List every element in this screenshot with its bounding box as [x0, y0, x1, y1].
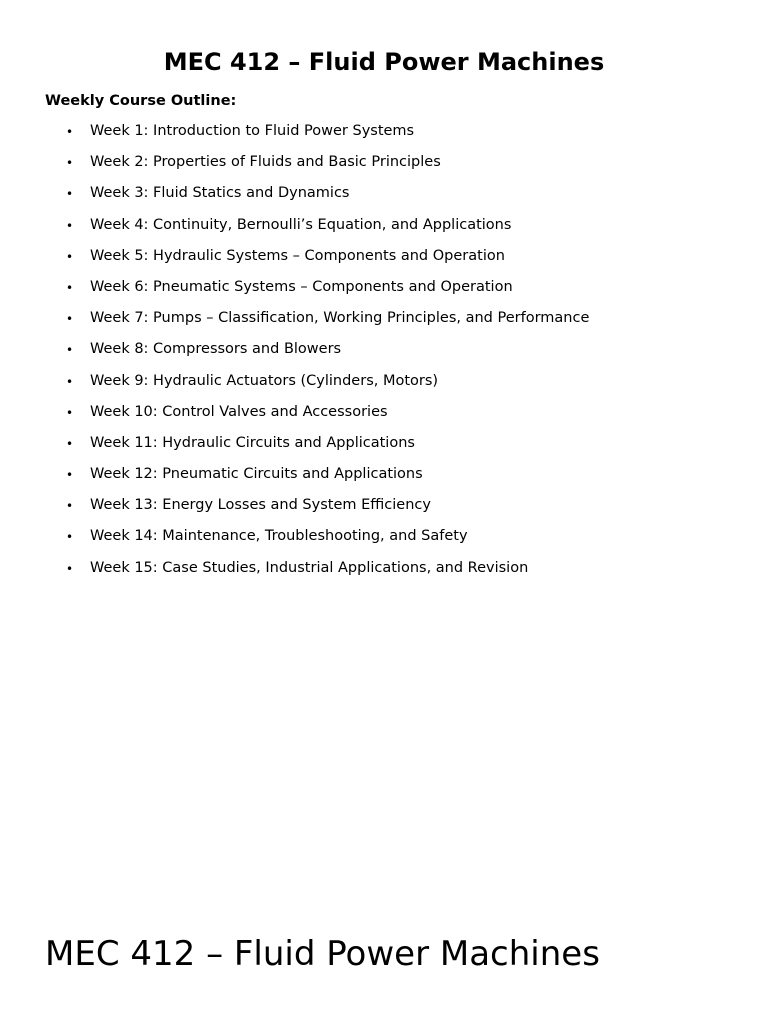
list-item [0, 371, 768, 402]
list-item [0, 246, 768, 277]
bullet-icon: • [66, 343, 74, 358]
bullet-icon: • [66, 561, 74, 576]
bullet-icon: • [66, 218, 74, 233]
section-heading: Weekly Course Outline: [45, 93, 237, 109]
weekly-outline-list [0, 121, 768, 589]
bullet-icon: • [66, 125, 74, 139]
list-item [0, 433, 768, 464]
week-2-text: Week 2: Properties of Fluids and Basic Principles [90, 154, 441, 171]
week-12-text: Week 12: Pneumatic Circuits and Applications [90, 466, 423, 483]
footer-title: MEC 412 – Fluid Power Machines [45, 934, 600, 974]
bullet-icon: • [66, 249, 74, 264]
list-item [0, 308, 768, 339]
list-item [0, 277, 768, 308]
week-5-text: Week 5: Hydraulic Systems – Components and Operation [90, 247, 505, 264]
list-item [0, 339, 768, 370]
list-item [0, 215, 768, 246]
week-13-text: Week 13: Energy Losses and System Efficiency [90, 497, 431, 514]
bullet-icon: • [66, 530, 74, 545]
bullet-icon: • [66, 312, 74, 327]
list-item [0, 526, 768, 557]
week-10-text: Week 10: Control Valves and Accessories [90, 403, 388, 420]
week-15-text: Week 15: Case Studies, Industrial Applications, and Revision [90, 559, 529, 576]
bullet-icon: • [66, 156, 74, 171]
week-1-text: Week 1: Introduction to Fluid Power Systems [90, 123, 415, 139]
bullet-icon: • [66, 499, 74, 514]
week-14-text: Week 14: Maintenance, Troubleshooting, and Safety [90, 528, 468, 545]
list-item [0, 183, 768, 214]
bullet-icon: • [66, 468, 74, 483]
list-item [0, 558, 768, 589]
week-11-text: Week 11: Hydraulic Circuits and Applications [90, 434, 415, 451]
week-9-text: Week 9: Hydraulic Actuators (Cylinders, Motors) [90, 372, 439, 389]
list-item [0, 464, 768, 495]
week-8-text: Week 8: Compressors and Blowers [90, 341, 342, 358]
bullet-icon: • [66, 374, 74, 389]
week-7-text: Week 7: Pumps – Classification, Working Principles, and Performance [90, 310, 590, 327]
list-item [0, 152, 768, 183]
bullet-icon: • [66, 280, 74, 295]
list-item [0, 402, 768, 433]
list-item [0, 121, 768, 152]
list-item [0, 495, 768, 526]
week-6-text: Week 6: Pneumatic Systems – Components and Operation [90, 278, 513, 295]
bullet-icon: • [66, 405, 74, 420]
week-4-text: Week 4: Continuity, Bernoulli’s Equation, and Applications [90, 216, 512, 233]
bullet-icon: • [66, 187, 74, 202]
page-title: MEC 412 – Fluid Power Machines [163, 48, 605, 76]
bullet-icon: • [66, 436, 74, 451]
week-3-text: Week 3: Fluid Statics and Dynamics [90, 185, 350, 202]
